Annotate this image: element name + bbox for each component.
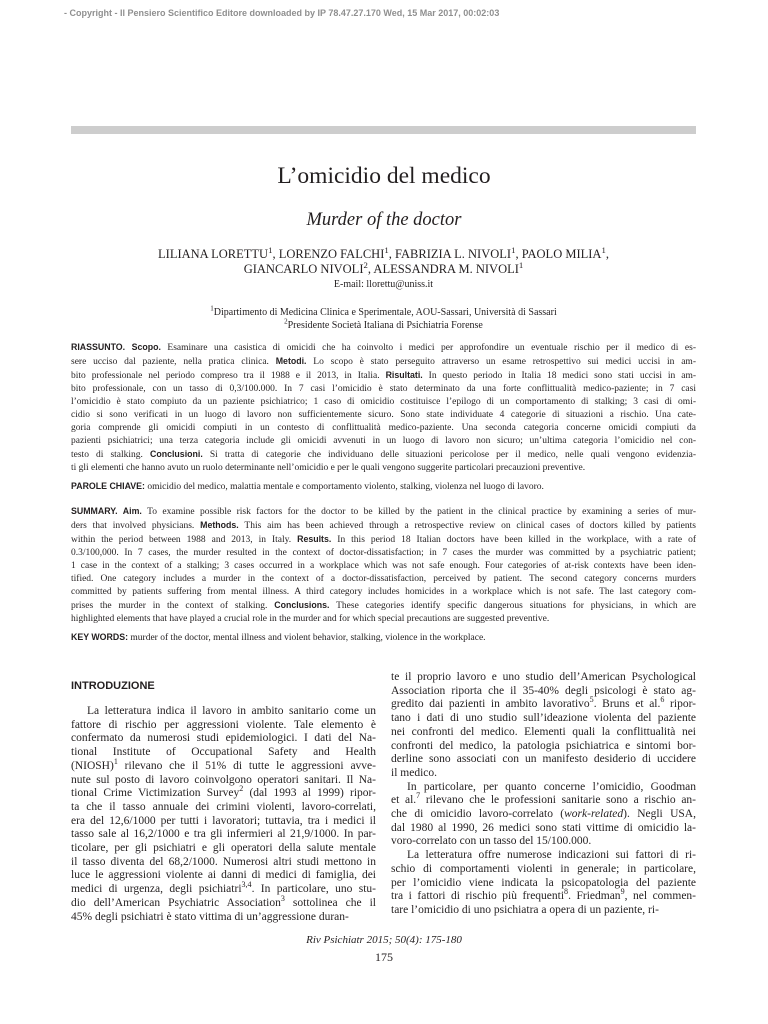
body-line: voro-correlato con un tasso del 15/100.000.	[391, 835, 592, 848]
body-line: era del 12,6/1000 per tutti i lavoratori; tuttavia, tra i medici il	[71, 814, 376, 827]
affiliation-text: Dipartimento di Medicina Clinica e Sperimentale, AOU-Sassari, Università di Sassari	[213, 307, 557, 318]
abstract-line: RIASSUNTO. Scopo. Esaminare una casistica di omicidi che ha coinvolto i medici per approfondire un eventuale rischio per il medico di es-	[71, 342, 696, 353]
body-column-left	[71, 705, 376, 924]
affiliation	[71, 319, 696, 332]
article-title: L’omicidio del medico	[277, 163, 491, 189]
body-line: te il proprio lavoro e uno studio dell’American Psychological	[391, 671, 696, 683]
body-line: ticolare, per gli psichiatri e gli operatori della salute mentale	[71, 842, 376, 855]
body-line: nei confronti del medico. Elementi quali la conflittualità nei	[391, 725, 696, 738]
body-line: In particolare, per quanto concerne l’omicidio, Goodman	[407, 780, 696, 793]
abstract-line: goria comprende gli omicidi compiuti in un contesto di conflittualità medico-paziente. Una seconda categoria concerne omicidi compiuti da	[71, 423, 696, 433]
abstract-line: l’omicidio è stato compiuto da un paziente psichiatrico; 1 caso di omicidio costituisce l’epilogo di un comportamento di stalking; 3 casi di omi-	[71, 397, 696, 407]
affiliation-marker: 2	[284, 317, 288, 326]
author-line: LILIANA LORETTU$^1$, LORENZO FALCHI$^1$, FABRIZIA L. NIVOLI$^1$, PAOLO MILIA$^1$,	[158, 244, 609, 261]
body-line: dal 1980 al 1990, 26 medici sono stati vittime di omicidio la-	[391, 821, 696, 834]
keywords-english	[71, 631, 696, 645]
abstract-line: 0.3/100,000. In 7 cases, the murder resulted in the context of doctor-dissatisfaction; in 7 cases the murder was committed by a psychiatric patient;	[71, 548, 696, 558]
abstract-line: bito professionale, con un tasso di 0,3/100.000. In 7 casi l’omicidio è stato determinato da una forte conflittualità medico-paziente; in 7 casi	[71, 384, 696, 394]
body-line: schio di comportamenti violenti in generale; in particolare,	[391, 862, 696, 875]
abstract-line: ders that involved physicians. Methods. This aim has been achieved through a retrospective review on clinical cases of doctors killed by patients	[71, 520, 696, 531]
body-line: La letteratura indica il lavoro in ambito sanitario come un	[87, 705, 376, 717]
body-line: confronti del medico, la patologia psichiatrica e sintomi bor-	[391, 739, 696, 752]
body-line: nute sul posto di lavoro coinvolgono operatori sanitari. Il Na-	[71, 773, 376, 786]
keywords-label: PAROLE CHIAVE:	[71, 481, 145, 491]
body-line: luce le aggressioni violente ai danni di medici di famiglia, dei	[71, 869, 376, 882]
abstract-line: cidio si sono verificati in un luogo di lavoro non sufficientemente sicuro. Sono state individuate 4 categorie di situazioni a rischio. Una cate-	[71, 410, 696, 420]
abstract-line: tified. One category includes a murder in the context of a doctor-dissatisfaction, perceived by patient. The second category concerns murders	[71, 574, 696, 584]
body-line: ta che il tasso annuale dei crimini violenti, lavoro-correlati,	[71, 800, 376, 813]
body-line: tasso sale al 16,2/1000 e tra gli infermieri al 21,9/1000. In par-	[71, 828, 376, 841]
body-line: Association riporta che il 35-40% degli psicologi è stato ag-	[391, 684, 696, 697]
body-line: derline sono associati con un manifesto desiderio di uccidere	[391, 753, 696, 766]
body-line: il medico.	[391, 766, 437, 779]
keywords-text: murder of the doctor, mental illness and violent behavior, stalking, violence in the workplace.	[128, 633, 486, 643]
copyright-notice: - Copyright - Il Pensiero Scientifico Editore downloaded by IP 78.47.27.170 Wed, 15 Mar 2017, 00:02:03	[64, 8, 500, 18]
abstract-line: pazienti psichiatrici; una terza categoria include gli omicidi avvenuti in un luogo di lavoro non sicuro; un’ultima categoria l’omicidio nel con-	[71, 436, 696, 446]
body-line: per l’omicidio viene indicata la psicopatologia del paziente	[391, 876, 696, 889]
author-list	[71, 244, 696, 277]
abstract-line: testo di stalking. Conclusioni. Si tratta di categorie che individuano delle situazioni pericolose per il medico, nelle quali vengono evidenzia-	[71, 449, 696, 460]
abstract-italian	[71, 341, 696, 475]
body-line: che di omicidio lavoro-correlato (work-related). Negli USA,	[391, 808, 696, 821]
keywords-text: omicidio del medico, malattia mentale e comportamento violento, stalking, violenza nel luogo di lavoro.	[144, 482, 544, 492]
body-column-right	[391, 671, 696, 918]
abstract-line: sere ucciso dal paziente, nella pratica clinica. Metodi. Lo scopo è stato perseguito attraverso un esame retrospettivo sui medici uccisi in am-	[71, 356, 696, 367]
body-line: dio dell’American Psychiatric Association$^3$ sottolinea che il	[71, 894, 376, 909]
affiliation-text: Presidente Società Italiana di Psichiatria Forense	[287, 320, 483, 331]
section-heading-introduzione: INTRODUZIONE	[71, 680, 155, 692]
body-line: tano i dati di uno studio sull’ideazione violenta del paziente	[391, 712, 696, 725]
abstract-line: bito professionale nel periodo compreso tra il 1988 e il 2013, in Italia. Risultati. In questo periodo in Italia 18 medici sono stati uccisi in am-	[71, 370, 696, 381]
body-line: il tasso diventa del 68,2/1000. Numerosi altri studi mettono in	[71, 855, 376, 868]
body-line: confermato da numerosi studi epidemiologici. I dati del Na-	[71, 732, 376, 745]
abstract-line: highlighted elements that have played a crucial role in the murder and for which special precautions are suggested preventive.	[71, 614, 550, 624]
abstract-line: prises the murder in the context of stalking. Conclusions. These categories identify specific dangerous situations for physicians, in which are	[71, 600, 697, 611]
affiliation	[71, 306, 696, 319]
abstract-line: ti gli elementi che hanno avuto un ruolo determinante nell’omicidio e per le quali vengono suggerite particolari precauzioni preventive.	[71, 463, 586, 473]
body-line: 45% degli psichiatri è stato vittima di un’aggressione duran-	[71, 910, 349, 923]
body-line: tra i fattori di rischio più frequenti$^8$. Friedman$^9$, nel commen-	[391, 887, 697, 903]
body-line: et al.$^7$ rilevano che le professioni sanitarie sono a rischio an-	[391, 791, 696, 807]
abstract-line: within the period between 1988 and 2013, in Italy. Results. In this period 18 Italian doctors have been killed in the workplace, with a rate of	[71, 534, 696, 545]
keywords-label: KEY WORDS:	[71, 632, 129, 642]
header-rule	[71, 126, 696, 134]
body-line: tional Institute of Occupational Safety and Health	[71, 746, 376, 759]
affiliation-marker: 1	[210, 304, 214, 313]
body-line: tional Crime Victimization Survey$^2$ (dal 1993 al 1999) ripor-	[71, 784, 376, 800]
body-line: La letteratura offre numerose indicazioni sui fattori di ri-	[407, 849, 696, 862]
abstract-line: SUMMARY. Aim. To examine possible risk factors for the doctor to be killed by the patient in the clinical practice by examining a series of mur-	[71, 506, 696, 517]
page-number: 175	[375, 950, 393, 964]
contact-email[interactable]: E-mail: llorettu@uniss.it	[333, 279, 434, 290]
abstract-line: 1 case in the context of a stalking; 3 cases occurred in a workplace which was not safe enough. Four categories of at-risk contexts have been iden-	[71, 561, 696, 571]
article-subtitle: Murder of the doctor	[306, 210, 462, 230]
keywords-italian	[71, 480, 696, 494]
abstract-english	[71, 505, 696, 626]
body-line: fattore di rischio per aggressioni violente. Tale elemento è	[71, 718, 376, 731]
body-line: gredito dai pazienti in ambito lavorativo$^5$. Bruns et al.$^6$ ripor-	[391, 695, 696, 711]
body-line: medici di urgenza, degli psichiatri$^{3,4}$. In particolare, uno stu-	[71, 880, 376, 896]
author-line: GIANCARLO NIVOLI$^2$, ALESSANDRA M. NIVOLI$^1$	[243, 259, 524, 276]
body-line: (NIOSH)$^1$ rilevano che il 51% di tutte le aggressioni avve-	[71, 756, 376, 772]
abstract-line: committed by patients suffering from mental illness. A third category includes homicides in a workplace which is not safe. The last category com-	[71, 587, 696, 597]
journal-reference: Riv Psichiatr 2015; 50(4): 175-180	[306, 934, 462, 946]
body-line: tare l’omicidio di uno psichiatra a opera di un paziente, ri-	[391, 903, 659, 916]
